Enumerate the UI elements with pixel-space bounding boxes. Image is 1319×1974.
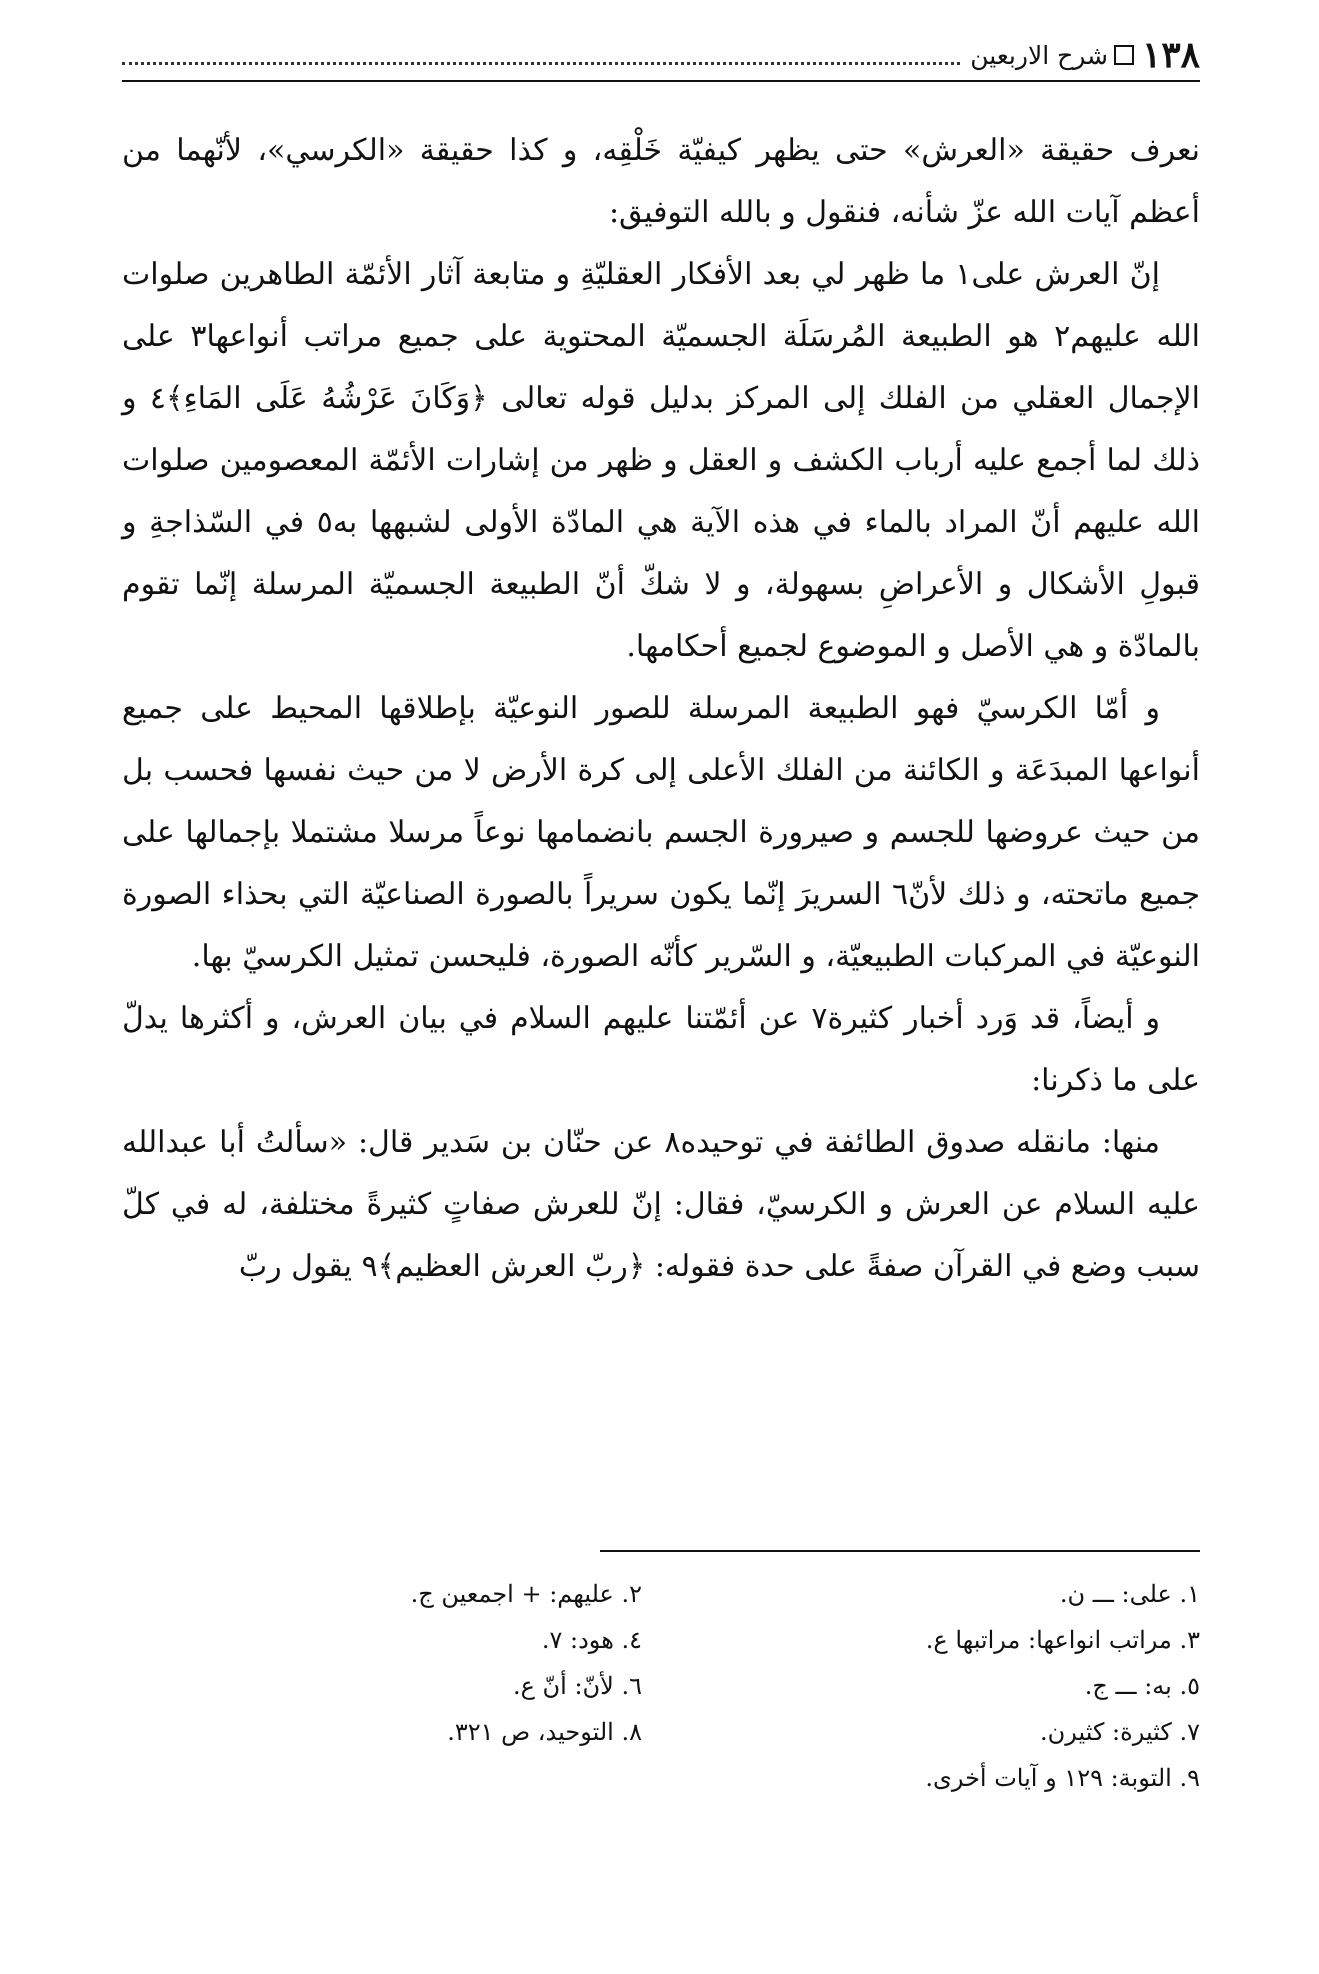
footnotes bbox=[122, 1575, 1200, 1797]
paragraph: و أيضاً، قد وَرد أخبار كثيرة٧ عن أئمّتنا عليهم السلام في بيان العرش، و أكثرها يدلّ على ما ذكرنا: bbox=[122, 1001, 1200, 1098]
paragraph: و أمّا الكرسيّ فهو الطبيعة المرسلة للصور النوعيّة بإطلاقها المحيط على جميع أنواعها المبدَعَة و الكائنة من الفلك الأعلى إلى كرة الأرض لا من حيث نفسها فحسب بل من حيث عروضها للجسم و صيرورة الجسم بانضمامها نوعاً مرسلا مشتملا بإجمالها على جميع ماتحته، و ذلك لأنّ٦ السريرَ إنّما يكون سريراً بالصورة الصناعيّة التي بحذاء الصورة النوعيّة في المركبات الطبيعيّة، و السّرير كأنّه الصورة، فليحسن تمثيل الكرسيّ بها. bbox=[122, 691, 1200, 974]
footnote: ٤. هود: ٧. bbox=[541, 1626, 642, 1654]
footnote: ٨. التوحيد، ص ٣٢١. bbox=[447, 1718, 642, 1746]
footnote-separator bbox=[600, 1550, 1200, 1552]
footnote: ٩. التوبة: ١٢٩ و آيات أخرى. bbox=[925, 1764, 1200, 1792]
paragraph: إنّ العرش على١ ما ظهر لي بعد الأفكار العقليّةِ و متابعة آثار الأئمّة الطاهرين صلوات الله عليهم٢ هو الطبيعة المُرسَلَة الجسميّة المحتوية على جميع مراتب أنواعها٣ على الإجمال العقلي من الفلك إلى المركز بدليل قوله تعالى ﴿وَكَانَ عَرْشُهُ عَلَى المَاءِ﴾٤ و ذلك لما أجمع عليه أرباب الكشف و العقل و ظهر من إشارات الأئمّة المعصومين صلوات الله عليهم أنّ المراد بالماء في هذه الآية هي المادّة الأولى لشبهها به٥ في السّذاجةِ و قبولِ الأشكال و الأعراضِ بسهولة، و لا شكّ أنّ الطبيعة الجسميّة المرسلة إنّما تقوم بالمادّة و هي الأصل و الموضوع لجميع أحكامها. bbox=[122, 257, 1200, 664]
dotted-leader bbox=[122, 60, 960, 65]
footnote: ٧. كثيرة: كثيرن. bbox=[1040, 1718, 1200, 1746]
square-ornament-icon bbox=[1114, 45, 1134, 65]
footnote: ١. على: ـــ ن. bbox=[1059, 1580, 1200, 1608]
page-header bbox=[122, 30, 1200, 82]
paragraph: منها: مانقله صدوق الطائفة في توحيده٨ عن حنّان بن سَدير قال: «سألتُ أبا عبدالله عليه السلام عن العرش و الكرسيّ، فقال: إنّ للعرش صفاتٍ كثيرةً مختلفة، له في كلّ سبب وضع في القرآن صفةً على حدة فقوله: ﴿ربّ العرش العظيم﴾٩ يقول ربّ bbox=[122, 1125, 1200, 1284]
page-number: ١٣٨ bbox=[1141, 34, 1200, 76]
footnote: ٣. مراتب انواعها: مراتبها ع. bbox=[925, 1626, 1200, 1654]
footnote: ٢. عليهم: + اجمعين ج. bbox=[410, 1580, 642, 1608]
running-title: شرح الاربعين bbox=[970, 40, 1108, 70]
paragraph: نعرف حقيقة «العرش» حتى يظهر كيفيّة خَلْقِه، و كذا حقيقة «الكرسي»، لأنّهما من أعظم آيات الله عزّ شأنه، فنقول و بالله التوفيق: bbox=[122, 133, 1200, 230]
footnote: ٥. به: ـــ ج. bbox=[1084, 1672, 1200, 1700]
main-text bbox=[122, 120, 1200, 1298]
footnote: ٦. لأنّ: أنّ ع. bbox=[512, 1672, 642, 1700]
